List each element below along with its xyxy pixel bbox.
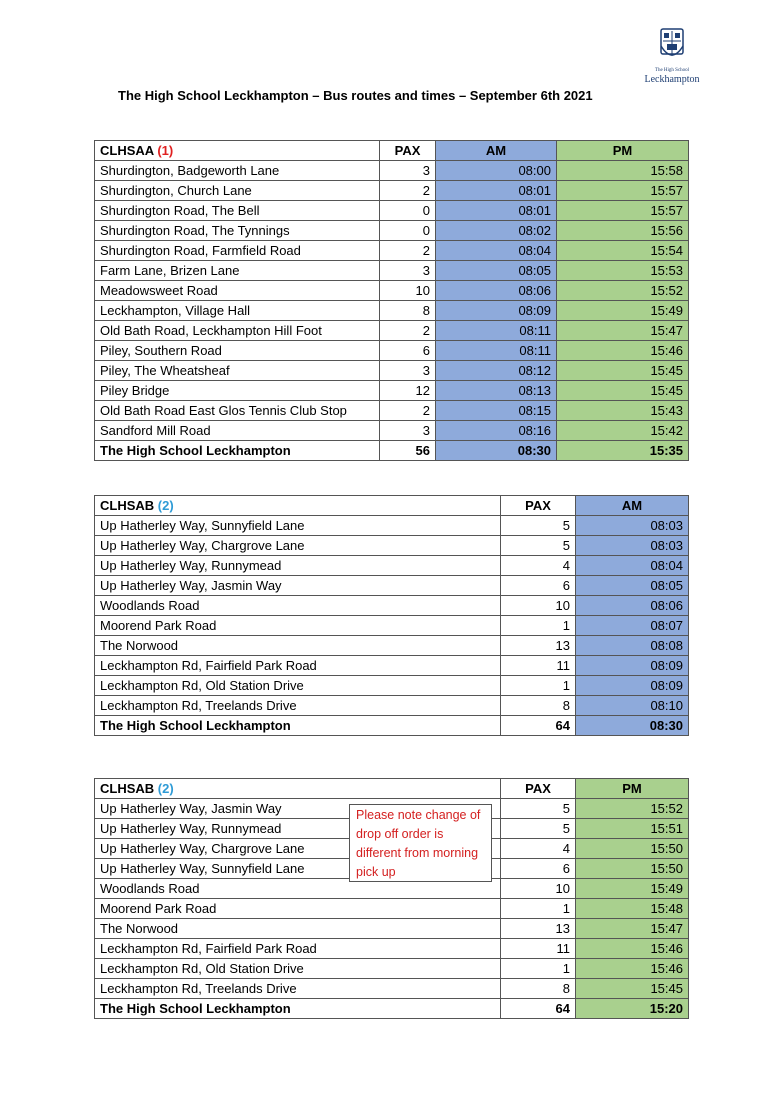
pax-count: 10 [501, 879, 576, 899]
table-row [95, 979, 689, 999]
table-row [95, 636, 689, 656]
pm-time: 15:58 [557, 161, 689, 181]
stop-name: Up Hatherley Way, Jasmin Way [95, 576, 501, 596]
pm-time: 15:45 [576, 979, 689, 999]
am-time: 08:08 [576, 636, 689, 656]
stop-name: Up Hatherley Way, Runnymead [95, 556, 501, 576]
pax-count: 13 [501, 636, 576, 656]
am-time: 08:10 [576, 696, 689, 716]
pax-count: 56 [380, 441, 436, 461]
am-header: AM [576, 496, 689, 516]
pm-time: 15:46 [557, 341, 689, 361]
table-row [95, 241, 689, 261]
table-row [95, 899, 689, 919]
table-row [95, 939, 689, 959]
pax-count: 0 [380, 221, 436, 241]
am-time: 08:07 [576, 616, 689, 636]
stop-name: Up Hatherley Way, Sunnyfield Lane [95, 859, 501, 879]
stop-name: Leckhampton Rd, Fairfield Park Road [95, 939, 501, 959]
total-row [95, 441, 689, 461]
pax-count: 2 [380, 181, 436, 201]
route-table-clhsaa [94, 140, 689, 461]
pax-count: 5 [501, 799, 576, 819]
route-code: CLHSAB [100, 498, 155, 513]
pm-time: 15:43 [557, 401, 689, 421]
pm-time: 15:57 [557, 181, 689, 201]
pax-count: 5 [501, 536, 576, 556]
pax-count: 6 [380, 341, 436, 361]
table-row [95, 919, 689, 939]
am-time: 08:02 [436, 221, 557, 241]
stop-name: Piley, The Wheatsheaf [95, 361, 380, 381]
pm-time: 15:45 [557, 361, 689, 381]
table-row [95, 221, 689, 241]
pax-count: 2 [380, 241, 436, 261]
route-header [95, 779, 501, 799]
pax-count: 1 [501, 676, 576, 696]
am-time: 08:16 [436, 421, 557, 441]
table-row [95, 261, 689, 281]
pm-time: 15:42 [557, 421, 689, 441]
pax-count: 3 [380, 361, 436, 381]
table-row [95, 536, 689, 556]
am-time: 08:04 [436, 241, 557, 261]
pax-count: 10 [380, 281, 436, 301]
stop-name: Woodlands Road [95, 596, 501, 616]
am-time: 08:11 [436, 321, 557, 341]
stop-name: Up Hatherley Way, Chargrove Lane [95, 839, 501, 859]
stop-name: Woodlands Road [95, 879, 501, 899]
route-table-clhsab-am [94, 495, 689, 736]
am-time: 08:05 [436, 261, 557, 281]
am-time: 08:03 [576, 516, 689, 536]
am-time: 08:06 [576, 596, 689, 616]
pax-count: 1 [501, 899, 576, 919]
pm-time: 15:47 [576, 919, 689, 939]
am-time: 08:01 [436, 181, 557, 201]
pax-count: 2 [380, 401, 436, 421]
stop-name: The Norwood [95, 636, 501, 656]
table-row [95, 401, 689, 421]
pm-header: PM [576, 779, 689, 799]
stop-name: Leckhampton Rd, Treelands Drive [95, 979, 501, 999]
table-header-row [95, 779, 689, 799]
stop-name: Farm Lane, Brizen Lane [95, 261, 380, 281]
pm-time: 15:47 [557, 321, 689, 341]
table-row [95, 281, 689, 301]
pax-count: 3 [380, 161, 436, 181]
pm-time: 15:53 [557, 261, 689, 281]
route-number: (1) [157, 143, 174, 158]
stop-name: Sandford Mill Road [95, 421, 380, 441]
crest-icon [652, 26, 692, 66]
stop-name: The High School Leckhampton [95, 999, 501, 1019]
table-row [95, 516, 689, 536]
pax-count: 8 [501, 979, 576, 999]
table-row [95, 676, 689, 696]
table-row [95, 321, 689, 341]
pax-header: PAX [501, 779, 576, 799]
pax-count: 3 [380, 421, 436, 441]
am-header: AM [436, 141, 557, 161]
am-time: 08:11 [436, 341, 557, 361]
pax-count: 13 [501, 919, 576, 939]
table-header-row [95, 141, 689, 161]
table-row [95, 181, 689, 201]
pm-time: 15:52 [557, 281, 689, 301]
table-row [95, 361, 689, 381]
am-time: 08:09 [576, 676, 689, 696]
table-row [95, 576, 689, 596]
pm-time: 15:48 [576, 899, 689, 919]
pax-header: PAX [501, 496, 576, 516]
drop-off-order-note: Please note change of drop off order is different from morning pick up [349, 804, 492, 882]
am-time: 08:01 [436, 201, 557, 221]
pax-count: 11 [501, 656, 576, 676]
total-row [95, 999, 689, 1019]
route-number: (2) [157, 781, 174, 796]
pax-count: 1 [501, 959, 576, 979]
am-time: 08:06 [436, 281, 557, 301]
pm-time: 15:35 [557, 441, 689, 461]
pax-count: 3 [380, 261, 436, 281]
table-row [95, 656, 689, 676]
table-row [95, 616, 689, 636]
pm-time: 15:46 [576, 939, 689, 959]
pax-count: 1 [501, 616, 576, 636]
am-time: 08:13 [436, 381, 557, 401]
page-title: The High School Leckhampton – Bus routes and times – September 6th 2021 [118, 88, 593, 103]
table-row [95, 201, 689, 221]
stop-name: Shurdington Road, The Tynnings [95, 221, 380, 241]
table-row [95, 301, 689, 321]
am-time: 08:12 [436, 361, 557, 381]
pm-time: 15:46 [576, 959, 689, 979]
pm-time: 15:49 [557, 301, 689, 321]
stop-name: The Norwood [95, 919, 501, 939]
stop-name: Piley Bridge [95, 381, 380, 401]
pax-count: 6 [501, 576, 576, 596]
pm-time: 15:52 [576, 799, 689, 819]
am-time: 08:09 [576, 656, 689, 676]
stop-name: Up Hatherley Way, Sunnyfield Lane [95, 516, 501, 536]
pax-count: 2 [380, 321, 436, 341]
stop-name: Shurdington, Church Lane [95, 181, 380, 201]
pax-count: 64 [501, 716, 576, 736]
stop-name: Shurdington, Badgeworth Lane [95, 161, 380, 181]
table-row [95, 381, 689, 401]
pm-header: PM [557, 141, 689, 161]
stop-name: Leckhampton Rd, Fairfield Park Road [95, 656, 501, 676]
stop-name: Leckhampton Rd, Old Station Drive [95, 959, 501, 979]
route-code: CLHSAA [100, 143, 154, 158]
am-time: 08:30 [436, 441, 557, 461]
pax-count: 8 [380, 301, 436, 321]
logo-name: Leckhampton [644, 74, 700, 85]
route-number: (2) [157, 498, 174, 513]
table-row [95, 556, 689, 576]
stop-name: The High School Leckhampton [95, 441, 380, 461]
table-row [95, 421, 689, 441]
pax-header: PAX [380, 141, 436, 161]
stop-name: Leckhampton Rd, Old Station Drive [95, 676, 501, 696]
pm-time: 15:56 [557, 221, 689, 241]
pax-count: 8 [501, 696, 576, 716]
pm-time: 15:50 [576, 839, 689, 859]
school-logo [640, 26, 704, 85]
pax-count: 4 [501, 839, 576, 859]
am-time: 08:30 [576, 716, 689, 736]
stop-name: Leckhampton, Village Hall [95, 301, 380, 321]
pax-count: 12 [380, 381, 436, 401]
stop-name: Moorend Park Road [95, 616, 501, 636]
stop-name: The High School Leckhampton [95, 716, 501, 736]
pm-time: 15:50 [576, 859, 689, 879]
route-header [95, 496, 501, 516]
pax-count: 5 [501, 819, 576, 839]
stop-name: Shurdington Road, The Bell [95, 201, 380, 221]
pax-count: 11 [501, 939, 576, 959]
table-row [95, 161, 689, 181]
am-time: 08:04 [576, 556, 689, 576]
logo-subtitle: The High School [654, 68, 690, 73]
am-time: 08:09 [436, 301, 557, 321]
stop-name: Up Hatherley Way, Jasmin Way [95, 799, 501, 819]
table-row [95, 341, 689, 361]
am-time: 08:05 [576, 576, 689, 596]
pm-time: 15:49 [576, 879, 689, 899]
stop-name: Leckhampton Rd, Treelands Drive [95, 696, 501, 716]
stop-name: Meadowsweet Road [95, 281, 380, 301]
stop-name: Shurdington Road, Farmfield Road [95, 241, 380, 261]
table-row [95, 596, 689, 616]
pm-time: 15:51 [576, 819, 689, 839]
stop-name: Up Hatherley Way, Chargrove Lane [95, 536, 501, 556]
route-header [95, 141, 380, 161]
pm-time: 15:20 [576, 999, 689, 1019]
table-row [95, 959, 689, 979]
pax-count: 64 [501, 999, 576, 1019]
am-time: 08:00 [436, 161, 557, 181]
stop-name: Old Bath Road, Leckhampton Hill Foot [95, 321, 380, 341]
table-row [95, 696, 689, 716]
stop-name: Up Hatherley Way, Runnymead [95, 819, 501, 839]
pax-count: 5 [501, 516, 576, 536]
stop-name: Moorend Park Road [95, 899, 501, 919]
pax-count: 0 [380, 201, 436, 221]
total-row [95, 716, 689, 736]
route-code: CLHSAB [100, 781, 155, 796]
table-header-row [95, 496, 689, 516]
am-time: 08:15 [436, 401, 557, 421]
pax-count: 6 [501, 859, 576, 879]
stop-name: Piley, Southern Road [95, 341, 380, 361]
pax-count: 4 [501, 556, 576, 576]
pm-time: 15:45 [557, 381, 689, 401]
stop-name: Old Bath Road East Glos Tennis Club Stop [95, 401, 380, 421]
pm-time: 15:57 [557, 201, 689, 221]
pm-time: 15:54 [557, 241, 689, 261]
am-time: 08:03 [576, 536, 689, 556]
pax-count: 10 [501, 596, 576, 616]
